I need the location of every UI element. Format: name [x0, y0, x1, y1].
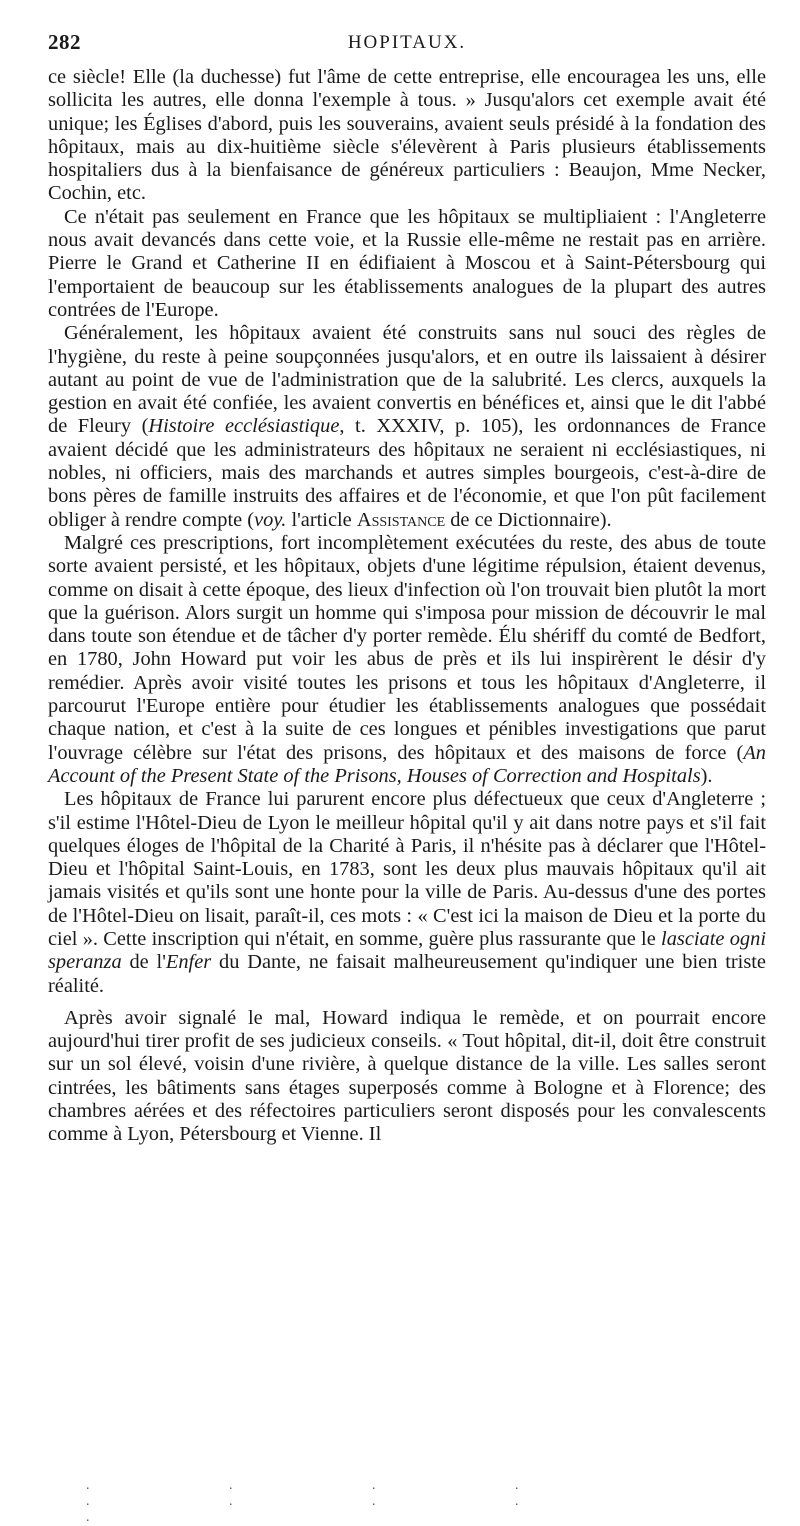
footer-marks: . . . . . . . . .: [86, 1478, 587, 1525]
small-caps-text: Assistance: [356, 508, 446, 531]
italic-text: voy.: [254, 508, 287, 531]
document-page: [48, 30, 766, 1147]
text-run: l'article: [286, 508, 357, 531]
body-text: [48, 66, 766, 1147]
text-run: ce siècle! Elle (la duchesse) fut l'âme de cette entreprise, elle encouragea les uns, elle sollicita les autres, elle donna l'exemple à tous. » Jusqu'alors cet exemple avait été unique; les Églises d'abord, puis les souverains, avaient seuls présidé à la fondation des hôpitaux, mais au dix-huitième siècle s'élevèrent à Paris plusieurs établissements hospitaliers dus à la bienfaisance de généreux particuliers : Beaujon, Mme Necker, Cochin, etc.: [48, 66, 766, 205]
italic-text: lasciate ogni speranza: [48, 927, 766, 974]
text-run: Les hôpitaux de France lui parurent encore plus défectueux que ceux d'Angleterre ; s'il estime l'Hôtel-Dieu de Lyon le meilleur hôpital qu'il y ait dans notre pays et s'il fait quelques éloges de l'hôpital de la Charité à Paris, il n'hésite pas à déclarer que l'Hôtel-Dieu et l'hôpital Saint-Louis, en 1783, sont les deux plus mauvais hôpitaux qu'il ait jamais visités et qu'ils sont une honte pour la ville de Paris. Au-dessus d'une des portes de l'Hôtel-Dieu on lisait, paraît-il, ces mots : « C'est ici la maison de Dieu et la porte du ciel ». Cette inscription qui n'était, en somme, guère plus rassurante que le: [48, 788, 766, 950]
paragraph-3: [48, 322, 766, 532]
italic-text: Histoire ecclésiastique: [148, 415, 340, 438]
paragraph-2: [48, 206, 766, 322]
paragraph-5: [48, 788, 766, 998]
page-number: 282: [48, 30, 81, 54]
page-header: [48, 30, 766, 60]
text-run: Généralement, les hôpitaux avaient été construits sans nul souci des règles de l'hygiène, du reste à peine soupçonnées jusqu'alors, et en outre ils laissaient à désirer autant au point de vue de l'administration que de la salubrité. Les clercs, auxquels la gestion en avait été confiée, les avaient convertis en bénéfices et, ainsi que le dit l'abbé de Fleury (: [48, 322, 766, 438]
text-run: Malgré ces prescriptions, fort incomplètement exécutées du reste, des abus de toute sorte avaient persisté, et les hôpitaux, objets d'une légitime répulsion, étaient devenus, comme on disait à cette époque, des lieux d'infection où l'on trouvait bien plutôt la mort que la guérison. Alors surgit un homme qui s'imposa pour mission de découvrir le mal dans toute son étendue et de tâcher d'y porter remède. Élu shériff du comté de Bedfort, en 1780, John Howard put voir les abus de près et ils lui inspirèrent le désir d'y remédier. Après avoir visité toutes les prisons et tous les hôpitaux d'Angleterre, il parcourut l'Europe entière pour étudier les établissements analogues que possédait chaque nation, et c'est à la suite de ces longues et pénibles investigations que parut l'ouvrage célèbre sur l'état des prisons, des hôpitaux et des maisons de force (: [48, 531, 766, 764]
text-run: ).: [700, 764, 713, 787]
paragraph-1: [48, 66, 766, 206]
running-title: HOPITAUX.: [347, 32, 467, 53]
paragraph-4: [48, 532, 766, 788]
paragraph-6: [48, 1007, 766, 1147]
text-run: Après avoir signalé le mal, Howard indiqua le remède, et on pourrait encore aujourd'hui tirer profit de ses judicieux conseils. « Tout hôpital, dit-il, doit être construit sur un sol élevé, voisin d'une rivière, à quelque distance de la ville. Les salles seront cintrées, les bâtiments sans étages superposés comme à Bologne et à Florence; des chambres aérées et des réfectoires particuliers seront disposés pour les convalescents comme à Lyon, Pétersbourg et Vienne. Il: [48, 1006, 766, 1146]
italic-text: An Account of the Present State of the Prisons, Houses of Correction and Hospitals: [48, 741, 766, 787]
text-run: de l': [121, 951, 166, 974]
text-run: Ce n'était pas seulement en France que les hôpitaux se multipliaient : l'Angleterre nous avait devancés dans cette voie, et la Russie elle-même ne restait pas en arrière. Pierre le Grand et Catherine II en édifiaient à Moscou et à Saint-Pétersbourg qui l'emportaient de beaucoup sur les établissements analogues de la plupart des autres contrées de l'Europe.: [48, 205, 766, 321]
text-run: , t. XXXIV, p. 105), les ordonnances de France avaient décidé que les administrateurs des hôpitaux ne seraient ni ecclésiastiques, ni nobles, ni officiers, mais des marchands et autres simples bourgeois, c'est-à-dire de bons pères de famille instruits des affaires et de l'économie, et que l'on pût facilement obliger à rendre compte (: [48, 415, 766, 531]
italic-text: Enfer: [165, 951, 212, 974]
text-run: du Dante, ne faisait malheureusement qu'indiquer une bien triste réalité.: [48, 951, 766, 997]
text-run: de ce Dictionnaire).: [445, 508, 612, 531]
